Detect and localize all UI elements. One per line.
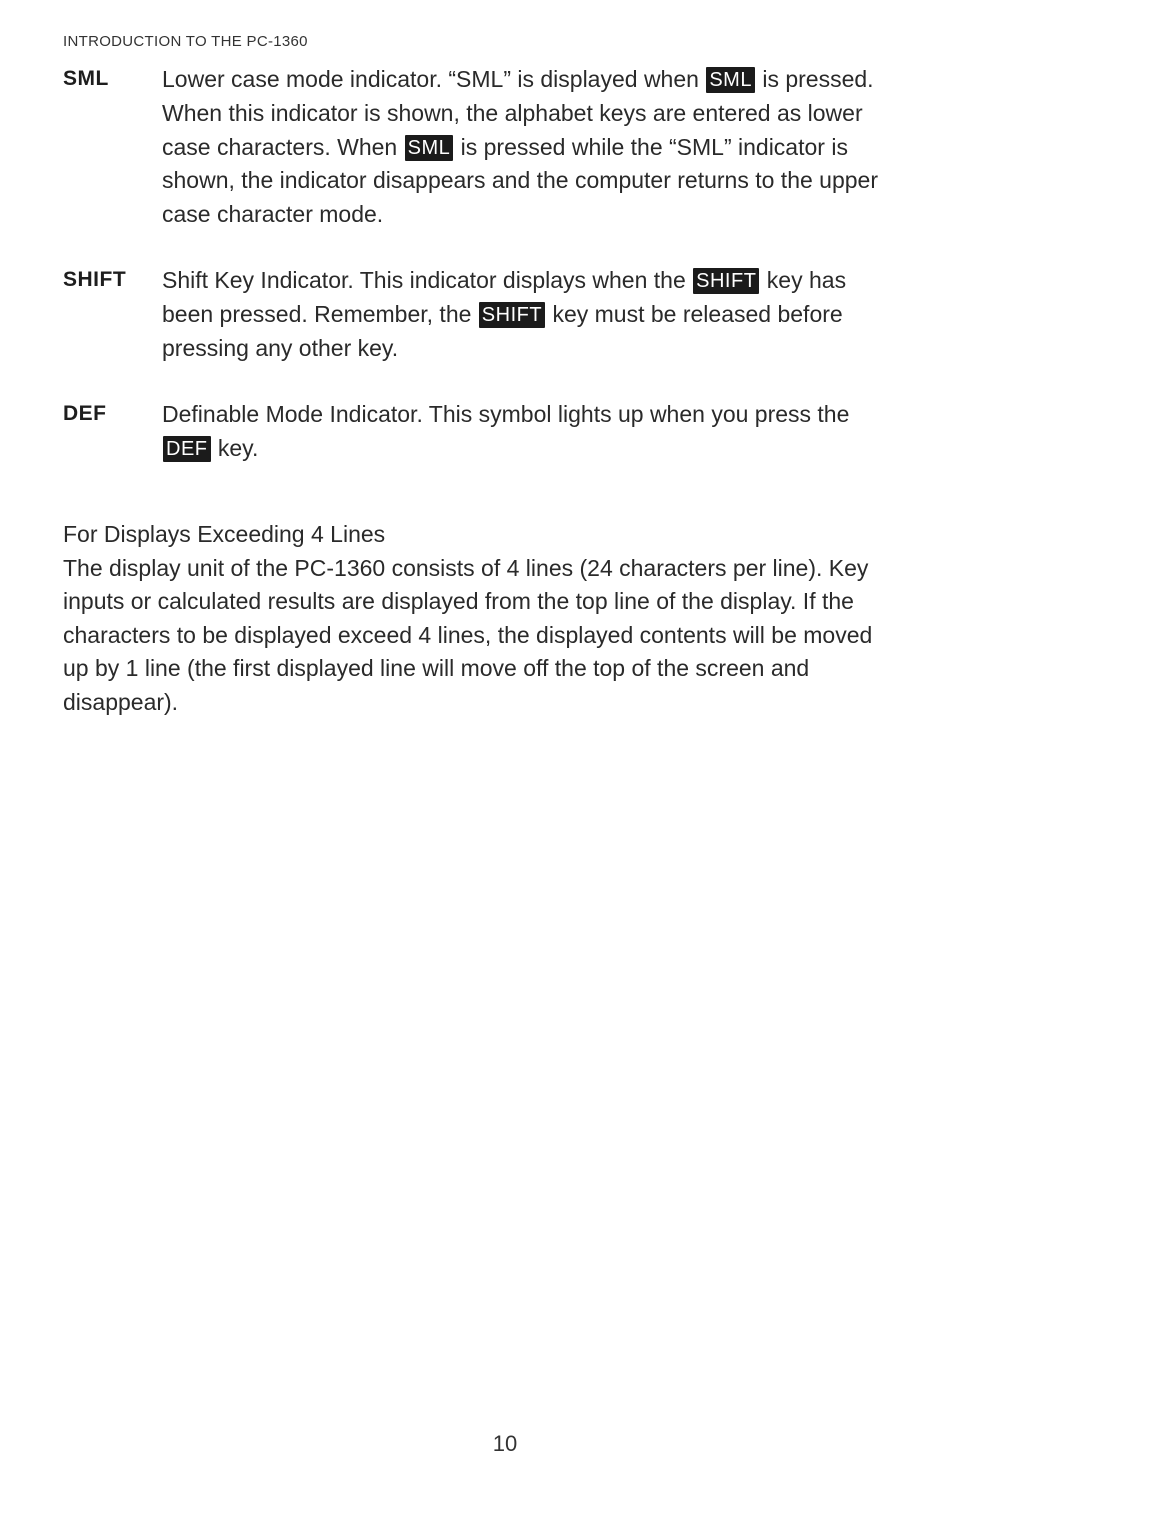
- entry-term: SHIFT: [63, 268, 127, 291]
- section-line: The display unit of the PC-1360 consists of 4 lines (24 characters per line). Key: [63, 554, 869, 581]
- shift-key: SHIFT: [479, 302, 545, 328]
- section-line: disappear).: [63, 688, 179, 715]
- section-heading: For Displays Exceeding 4 Lines: [63, 521, 386, 547]
- description-line: When this indicator is shown, the alphabet keys are entered as lower: [162, 99, 863, 126]
- description-line: case characters. When SML is pressed while the “SML” indicator is: [162, 133, 848, 160]
- section-line: up by 1 line (the first displayed line will move off the top of the screen and: [63, 655, 810, 682]
- section-displays-exceeding: [63, 518, 948, 720]
- description-line: Shift Key Indicator. This indicator displays when the SHIFT key has: [162, 267, 847, 293]
- entry-description: [162, 63, 952, 232]
- shift-key: SHIFT: [693, 268, 759, 294]
- description-line: DEF key.: [162, 432, 952, 466]
- entry-term: DEF: [63, 402, 107, 425]
- description-line: Definable Mode Indicator. This symbol lights up when you press the: [162, 401, 850, 427]
- description-line: Lower case mode indicator. “SML” is displayed when SML is pressed.: [162, 66, 874, 92]
- entry-description: [162, 264, 952, 365]
- def-key: DEF: [163, 436, 211, 462]
- entry-term: SML: [63, 67, 109, 90]
- description-line: pressing any other key.: [162, 334, 399, 361]
- page-number: 10: [492, 1431, 518, 1456]
- running-header: INTRODUCTION TO THE PC-1360: [63, 33, 308, 50]
- description-line: been pressed. Remember, the SHIFT key must be released before: [162, 300, 843, 327]
- description-line: case character mode.: [162, 201, 384, 228]
- entry-description: [162, 398, 952, 466]
- section-line: inputs or calculated results are displayed from the top line of the display. If the: [63, 588, 854, 615]
- description-line: shown, the indicator disappears and the computer returns to the upper: [162, 167, 878, 194]
- sml-key: SML: [405, 135, 454, 161]
- sml-key: SML: [706, 67, 755, 93]
- section-line: characters to be displayed exceed 4 lines, the displayed contents will be moved: [63, 621, 873, 648]
